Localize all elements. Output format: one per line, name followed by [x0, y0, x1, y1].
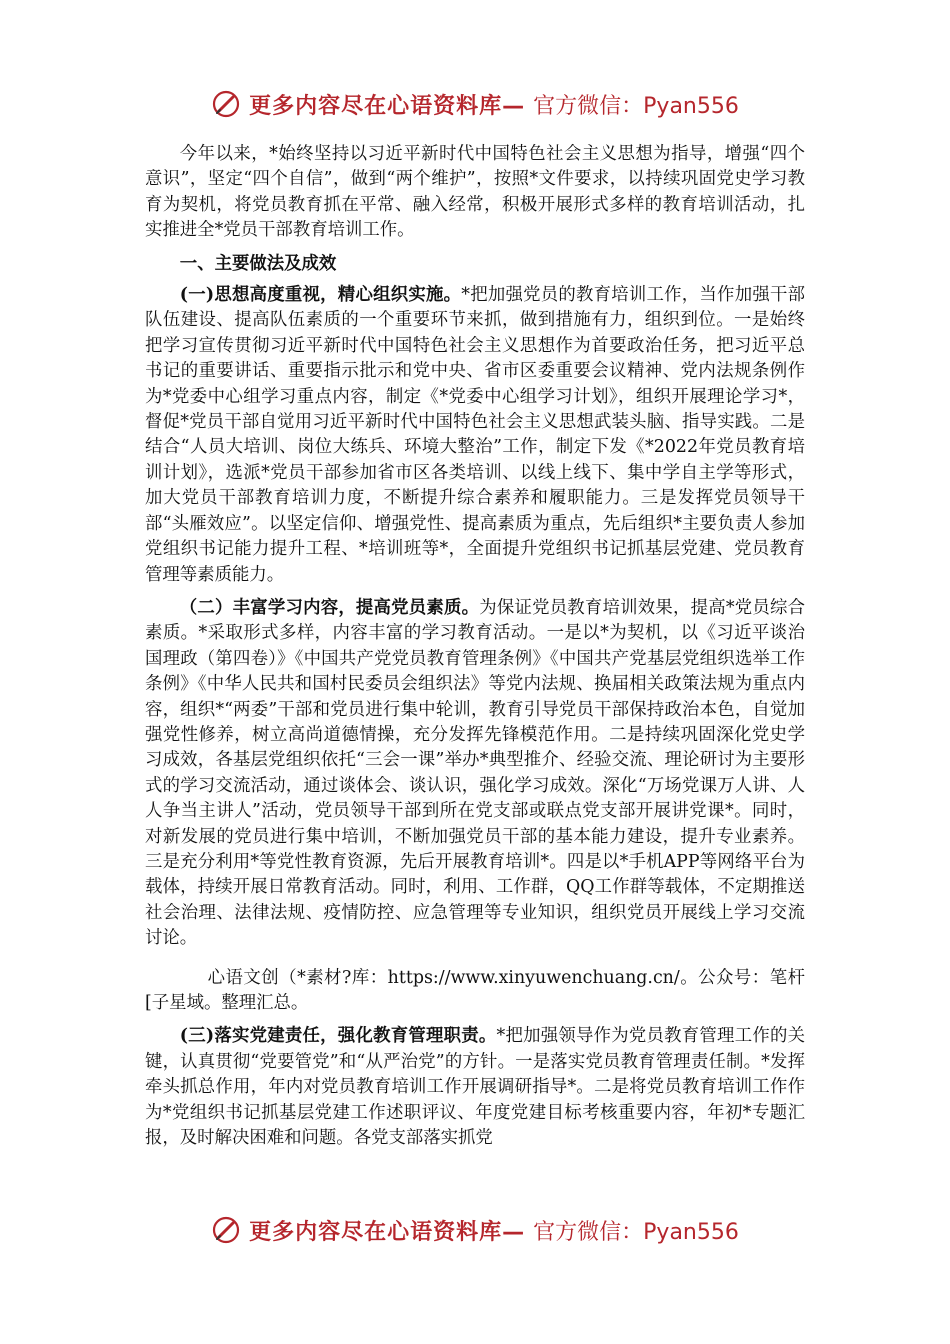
- pen-logo-icon: [211, 1215, 241, 1245]
- banner-wechat: 官方微信：Pyan556: [533, 1219, 739, 1245]
- paragraph-2: [145, 596, 805, 952]
- paragraph-2-body: 为保证党员教育培训效果，提高*党员综合素质。*采取形式多样，内容丰富的学习教育活动。一是以*为契机，以《习近平谈治国理政（第四卷）》《中国共产党党员教育管理条例》《中国共产党基层党组织选举工作条例》《中华人民共和国村民委员会组织法》等党内法规、换届相关政策法规为重点内容，组织*“两委”干部和党员进行集中轮训，教育引导党员干部保持政治本色，自觉加强党性修养，树立高尚道德情操，充分发挥先锋模范作用。二是持续巩固深化党史学习成效，各基层党组织依托“三会一课”举办*典型推介、经验交流、理论研讨为主要形式的学习交流活动，通过谈体会、谈认识，强化学习成效。深化“万场党课万人讲、人人争当主讲人”活动，党员领导干部到所在党支部或联点党支部开展讲党课*。同时，对新发展的党员进行集中培训，不断加强党员干部的基本能力建设，提升专业素养。三是充分利用*等党性教育资源，先后开展教育培训*。四是以*手机APP等网络平台为载体，持续开展日常教育活动。同时，利用、工作群，QQ工作群等载体，不定期推送社会治理、法律法规、疫情防控、应急管理等专业知识，组织党员开展线上学习交流讨论。: [145, 597, 805, 949]
- paragraph-3-body: *把加强领导作为党员教育管理工作的关键，认真贯彻“党要管党”和“从严治党”的方针。一是落实党员教育管理责任制。*发挥牵头抓总作用，年内对党员教育培训工作开展调研指导*。二是将党员教育培训工作作为*党组织书记抓基层党建工作述职评议、年度党建目标考核重要内容，年初*专题汇报，及时解决困难和问题。各党支部落实抓党: [145, 1026, 805, 1149]
- section-heading: 一、主要做法及成效: [179, 253, 337, 274]
- document-body: [145, 142, 805, 1151]
- paragraph-3-lead: (三)落实党建责任，强化教育管理职责。: [179, 1026, 497, 1047]
- banner-wechat: 官方微信：Pyan556: [533, 93, 739, 119]
- banner-text: 更多内容尽在心语资料库—: [249, 1219, 526, 1245]
- paragraph-1-lead: (一)思想高度重视，精心组织实施。: [179, 285, 462, 306]
- intro-paragraph: 今年以来，*始终坚持以习近平新时代中国特色社会主义思想为指导，增强“四个意识”，坚定“四个自信”，做到“两个维护”，按照*文件要求，以持续巩固党史学习教育为契机，将党员教育抓在平常、融入经常，积极开展形式多样的教育培训活动，扎实推进全*党员干部教育培训工作。: [145, 144, 805, 241]
- source-note: 心语文创（*素材?库：https://www.xinyuwenchuang.cn/。公众号：笔杆[子星域。整理汇总。: [145, 967, 805, 1013]
- pen-logo-icon: [211, 89, 241, 119]
- banner-text: 更多内容尽在心语资料库—: [249, 93, 526, 119]
- paragraph-1-body: *把加强党员的教育培训工作，当作加强干部队伍建设、提高队伍素质的一个重要环节来抓，做到措施有力，组织到位。一是始终把学习宣传贯彻习近平新时代中国特色社会主义思想作为首要政治任务，把习近平总书记的重要讲话、重要指示批示和党中央、省市区委重要会议精神、党内法规条例作为*党委中心组学习重点内容，制定《*党委中心组学习计划》，组织开展理论学习*，督促*党员干部自觉用习近平新时代中国特色社会主义思想武装头脑、指导实践。二是结合“人员大培训、岗位大练兵、环境大整治”工作，制定下发《*2022年党员教育培训计划》，选派*党员干部参加省市区各类培训、以线上线下、集中学自主学等形式，加大党员干部教育培训力度，不断提升综合素养和履职能力。三是发挥党员领导干部“头雁效应”。以坚定信仰、增强党性、提高素质为重点，先后组织*主要负责人参加党组织书记能力提升工程、*培训班等*，全面提升党组织书记抓基层党建、党员教育管理等素质能力。: [145, 285, 805, 585]
- footer-banner: [0, 1210, 950, 1250]
- paragraph-3: [145, 1024, 805, 1151]
- header-banner: [0, 84, 950, 124]
- paragraph-1: [145, 283, 805, 588]
- paragraph-2-lead: （二）丰富学习内容，提高党员素质。: [179, 597, 480, 618]
